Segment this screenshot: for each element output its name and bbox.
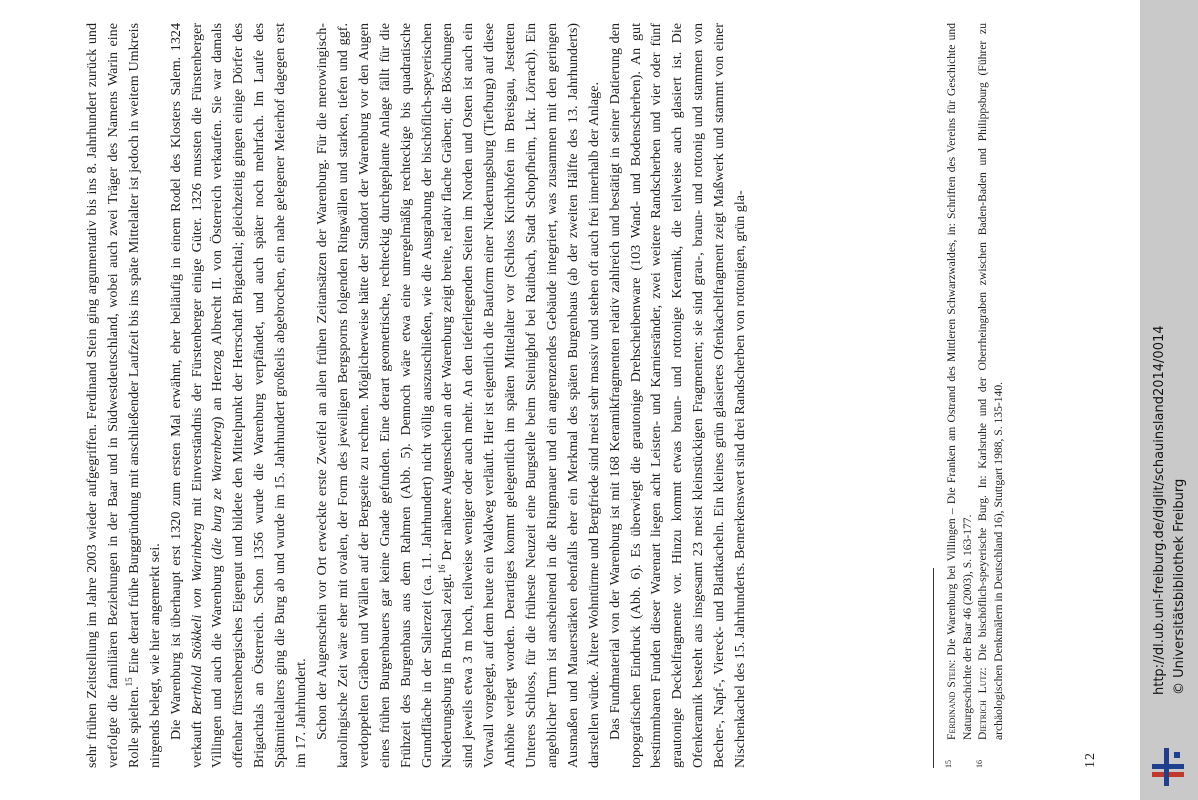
paragraph-4: Das Fundmaterial von der Warenburg ist mit 168 Keramikfragmenten relativ zahlreich und bestätigt in seiner Datierung den topografischen Eindruck (Abb. 6). Es überwiegt die grautonige Drehscheibenware (103 Wand- und Bodenscherben). An gut bestimmbaren Funden dieser Warenart liegen acht Leisten- und Karniesränder, zwei weitere Randscherben und vier oder fünf grautonige Deckelfragmente vor. Hinzu kommt etwas braun- und rottonige Keramik, die teilweise auch glasiert ist. Die Ofenkeramik besteht aus insgesamt 23 meist kleinstückigen Fragmenten; sie sind grau-, braun- und rottonig und stammen von Becher-, Napf-, Viereck- und Blattkacheln. Ein kleines grün glasiertes Ofenkachelfragment zeigt Maßwerk und stammt von einer Nischenkachel des 15. Jahrhunderts. Bemerkenswert sind drei Randscherben von rottonigen, grün gla- <box>606 23 749 768</box>
footnote-number: 15 <box>944 760 953 768</box>
copyright-notice: © Universitätsbibliothek Freiburg <box>1172 478 1187 695</box>
paragraph-1: sehr frühen Zeitstellung im Jahre 2003 wieder aufgegriffen. Ferdinand Stein ging argumentativ bis ins 8. Jahrhundert zurück und verfolgte die familiären Beziehungen in der Baar und in Südwestdeutschland, wobei auch zwei Träger des Namens Warin eine Rolle spielten.$^{15}$ Eine derart frühe Burggründung mit anschließender Laufzeit bis ins späte Mittelalter ist jedoch in weitem Umkreis nirgends belegt, wie hier angemerkt sei. <box>84 22 163 768</box>
sidebar-text-block <box>1140 0 1198 800</box>
paragraph-2: Die Warenburg ist überhaupt erst 1320 zum ersten Mal erwähnt, eher beiläufig in einem Rodel des Klosters Salem. 1324 verkauft Berthold Stökkeli von Warinberg mit Einverständnis der Fürstenberger einige Güter. 1326 mussten die Fürstenberger Villingen und auch die Warenburg (die burg ze Warenberg) an Herzog Albrecht II. von Österreich verkaufen. Sie war damals offenbar fürstenbergisches Eigengut und bildete den Mittelpunkt der Herrschaft Brigachtal; gleichzeitig gingen einige Dörfer des Brigachtals an Österreich. Schon 1356 wurde die Warenburg verpfändet, und auch später noch mehrfach. Im Laufe des Spätmittelalters ging die Burg ab und wurde im 15. Jahrhundert großteils abgebrochen, ein nahe gelegener Meierhof dagegen erst im 17. Jahrhundert. <box>167 23 310 768</box>
footnote-rule <box>933 568 934 768</box>
footnote-ref-16: 16 <box>437 564 448 574</box>
footnotes <box>944 23 1007 768</box>
paragraph-3: Schon der Augenschein vor Ort erweckte erste Zweifel an allen frühen Zeitansätzen der Warenburg. Für die merowingisch-karolingische Zeit wäre eher mit ovalen, der Form des jeweiligen Bergsporns folgenden Ringwällen und starken, tiefen und ggf. verdoppelten Gräben und Wällen auf der Bergseite zu rechnen. Möglicherweise hätte der Standort der Warenburg vor den Augen eines frühen Burgenbauers gar keine Gnade gefunden. Eine derart geometrische, rechteckig durchgeplante Anlage fällt für die Frühzeit des Burgenbaus aus dem Rahmen (Abb. 5). Dennoch wäre etwa eine unregelmäßig rechteckige bis quadratische Grundfläche in der Salierzeit (ca. 11. Jahrhundert) nicht völlig auszuschließen, wie die Ausgrabung der bischöflich-speyerischen Niederungsburg in Bruchsal zeigt.$^{16}$ Der nähere Augenschein an der Warenburg zeigt breite, relativ flache Gräben; die Böschungen sind jeweils etwa 3 m hoch, teilweise weniger oder auch mehr. An den tieferliegenden Seiten im Norden und Osten ist auch ein Vorwall vorgelegt, auf dem heute ein Waldweg verläuft. Hier ist eigentlich die Bauform einer Niederungsburg (Tiefburg) auf diese Anhöhe verlegt worden. Derartiges kommt gelegentlich im späten Mittelalter vor (Schloss Kirchhofen im Breisgau, Jestetten Unteres Schloss, für die früheste Neuzeit eine Burgstelle beim Steinighof bei Raitbach, Stadt Schopfheim, Lkr. Lörrach). Ein angeblicher Turm ist anscheinend in die Ringmauer und ein angrenzendes Gebäude integriert, was zusammen mit den geringen Ausmaßen und Mauerstärken ebenfalls eher ein Merkmal des späten Burgenbaus (ab der zweiten Hälfte des 13. Jahrhunderts) darstellen würde. Ältere Wohntürme und Bergfriede sind meist sehr massiv und stehen oft auch frei innerhalb der Anlage. <box>313 23 602 768</box>
logo-dot-blue <box>1174 752 1180 758</box>
body-text <box>82 23 751 768</box>
footnote-text: Ferdinand Stein: Die Warenburg bei Villingen – Die Franken am Ostrand des Mittleren Schwarzwaldes, in: Schriften des Vereins für Geschichte und Naturgeschichte der Baar 46 (2003), S. 163-177. <box>945 23 974 740</box>
footnote-ref-15: 15 <box>123 677 134 687</box>
footnote-text: Dietrich Lutz: Die bischöflich-speyerische Burg. In: Karlsruhe und der Oberrheingraben zwischen Baden-Baden und Philippsburg (Führer zu archäologischen Denkmälern in Deutschland 16), Stuttgart 1988, S. 135-140. <box>976 23 1006 740</box>
repository-sidebar <box>1140 0 1198 800</box>
footnote-16 <box>975 23 1006 768</box>
university-library-logo-icon <box>1144 742 1192 790</box>
page-number: 12 <box>1083 752 1098 768</box>
footnote-15 <box>944 23 975 768</box>
logo-stem-blue <box>1164 748 1169 786</box>
source-url-link[interactable]: http://dl.ub.uni-freiburg.de/diglit/schauinsland2014/0014 <box>1152 325 1167 695</box>
footnote-number: 16 <box>975 760 985 768</box>
